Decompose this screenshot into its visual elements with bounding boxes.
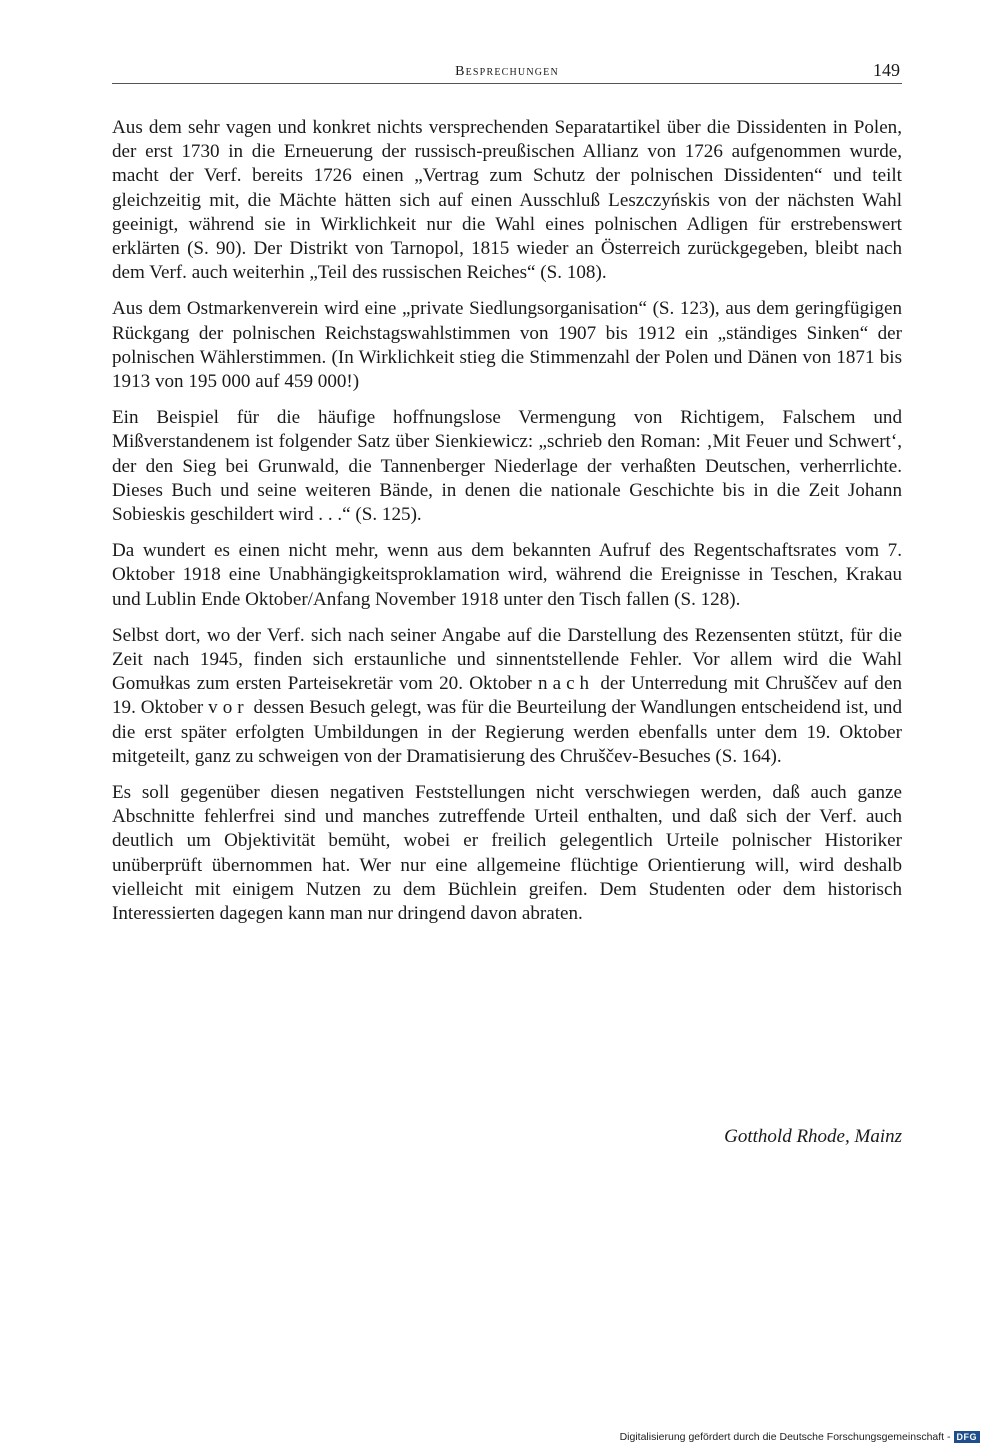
paragraph-5-part-2: der Unterredung mit Chruščev auf den 19. Oktober (112, 673, 902, 719)
emphasis-vor: vor (208, 697, 249, 719)
author-signature: Gotthold Rhode, Mainz (724, 1126, 902, 1147)
running-head-title-text: Besprechungen (447, 64, 567, 79)
paragraph-3: Ein Beispiel für die häufige hoffnungslose Vermengung von Richtigem, Falschem und Mißverstandenem ist folgender Satz über Sienkiewicz: „schrieb den Roman: ‚Mit Feuer und Schwert‘, der den Sieg bei Grunwald, die Tannenberger Niederlage der verhaßten Deutschen, verherrlichte. Dieses Buch und seine weiteren Bände, in denen die nationale Geschichte bis in die Zeit Johann Sobieskis geschildert wird . . .“ (S. 125). (112, 407, 902, 526)
running-head-title (112, 64, 902, 80)
paragraph-5-part-3: dessen Besuch gelegt, was für die Beurteilung der Wandlungen entscheidend ist, und die erst später erfolgten Umbildungen in der Regierung werden ebenfalls unter dem 19. Oktober mitgeteilt, ganz zu schweigen von der Dramatisierung des Chruščev-Besuches (S. 164). (112, 697, 902, 767)
paragraph-4: Da wundert es einen nicht mehr, wenn aus dem bekannten Aufruf des Regentschaftsrates vom 7. Oktober 1918 eine Unabhängigkeitsproklamation wird, während die Ereignisse in Teschen, Krakau und Lublin Ende Oktober/Anfang November 1918 unter den Tisch fallen (S. 128). (112, 540, 902, 610)
emphasis-nach: nach (538, 673, 595, 695)
paragraph-5-part-1: Selbst dort, wo der Verf. sich nach seiner Angabe auf die Darstellung des Rezensenten stützt, für die Zeit nach 1945, finden sich erstaunliche und sinnentstellende Fehler. Vor allem wird die Wahl Gomułkas zum ersten Parteisekretär vom 20. Oktober (112, 624, 902, 695)
paragraph-1: Aus dem sehr vagen und konkret nichts versprechenden Separatartikel über die Dissidenten in Polen, der erst 1730 in die Erneuerung der russisch-preußischen Allianz von 1726 aufgenommen wurde, macht der Verf. bereits 1726 einen „Vertrag zum Schutz der polnischen Dissidenten“ und teilt gleichzeitig mit, die Mächte hätten sich auf einen Ausschluß Leszczyńskis von der nächsten Wahl geeinigt, während sie in Wirklichkeit nur die Wahl eines polnischen Adligen für erstrebenswert erklärten (S. 90). Der Distrikt von Tarnopol, 1815 wieder an Österreich zurückgegeben, bleibt nach dem Verf. auch weiterhin „Teil des russischen Reiches“ (S. 108). (112, 117, 902, 284)
running-header (112, 60, 902, 88)
digitization-footer (620, 1431, 980, 1443)
dfg-logo-icon: DFG (954, 1431, 981, 1443)
paragraph-2: Aus dem Ostmarkenverein wird eine „private Siedlungsorganisation“ (S. 123), aus dem geringfügigen Rückgang der polnischen Reichstagswahlstimmen von 1907 bis 1912 ein „ständiges Sinken“ der polnischen Wählerstimmen. (In Wirklichkeit stieg die Stimmenzahl der Polen und Dänen von 1871 bis 1913 von 195 000 auf 459 000!) (112, 298, 902, 393)
paragraph-6: Es soll gegenüber diesen negativen Feststellungen nicht verschwiegen werden, daß auch ganze Abschnitte fehlerfrei sind und manches zutreffende Urteil enthalten, und daß sich der Verf. auch deutlich um Objektivität bemüht, wobei er freilich gelegentlich Urteile polnischer Historiker unüberprüft übernommen hat. Wer nur eine allgemeine flüchtige Orientierung will, wird deshalb vielleicht mit einigem Nutzen zu dem Büchlein greifen. Dem Studenten oder dem historisch Interessierten dagegen kann man nur dringend davon abraten. (112, 782, 902, 925)
header-rule (112, 83, 902, 84)
article-body (112, 116, 902, 938)
paragraph-5 (112, 624, 902, 769)
page-number: 149 (867, 60, 900, 81)
footer-text: Digitalisierung gefördert durch die Deutsche Forschungsgemeinschaft - (619, 1431, 951, 1443)
